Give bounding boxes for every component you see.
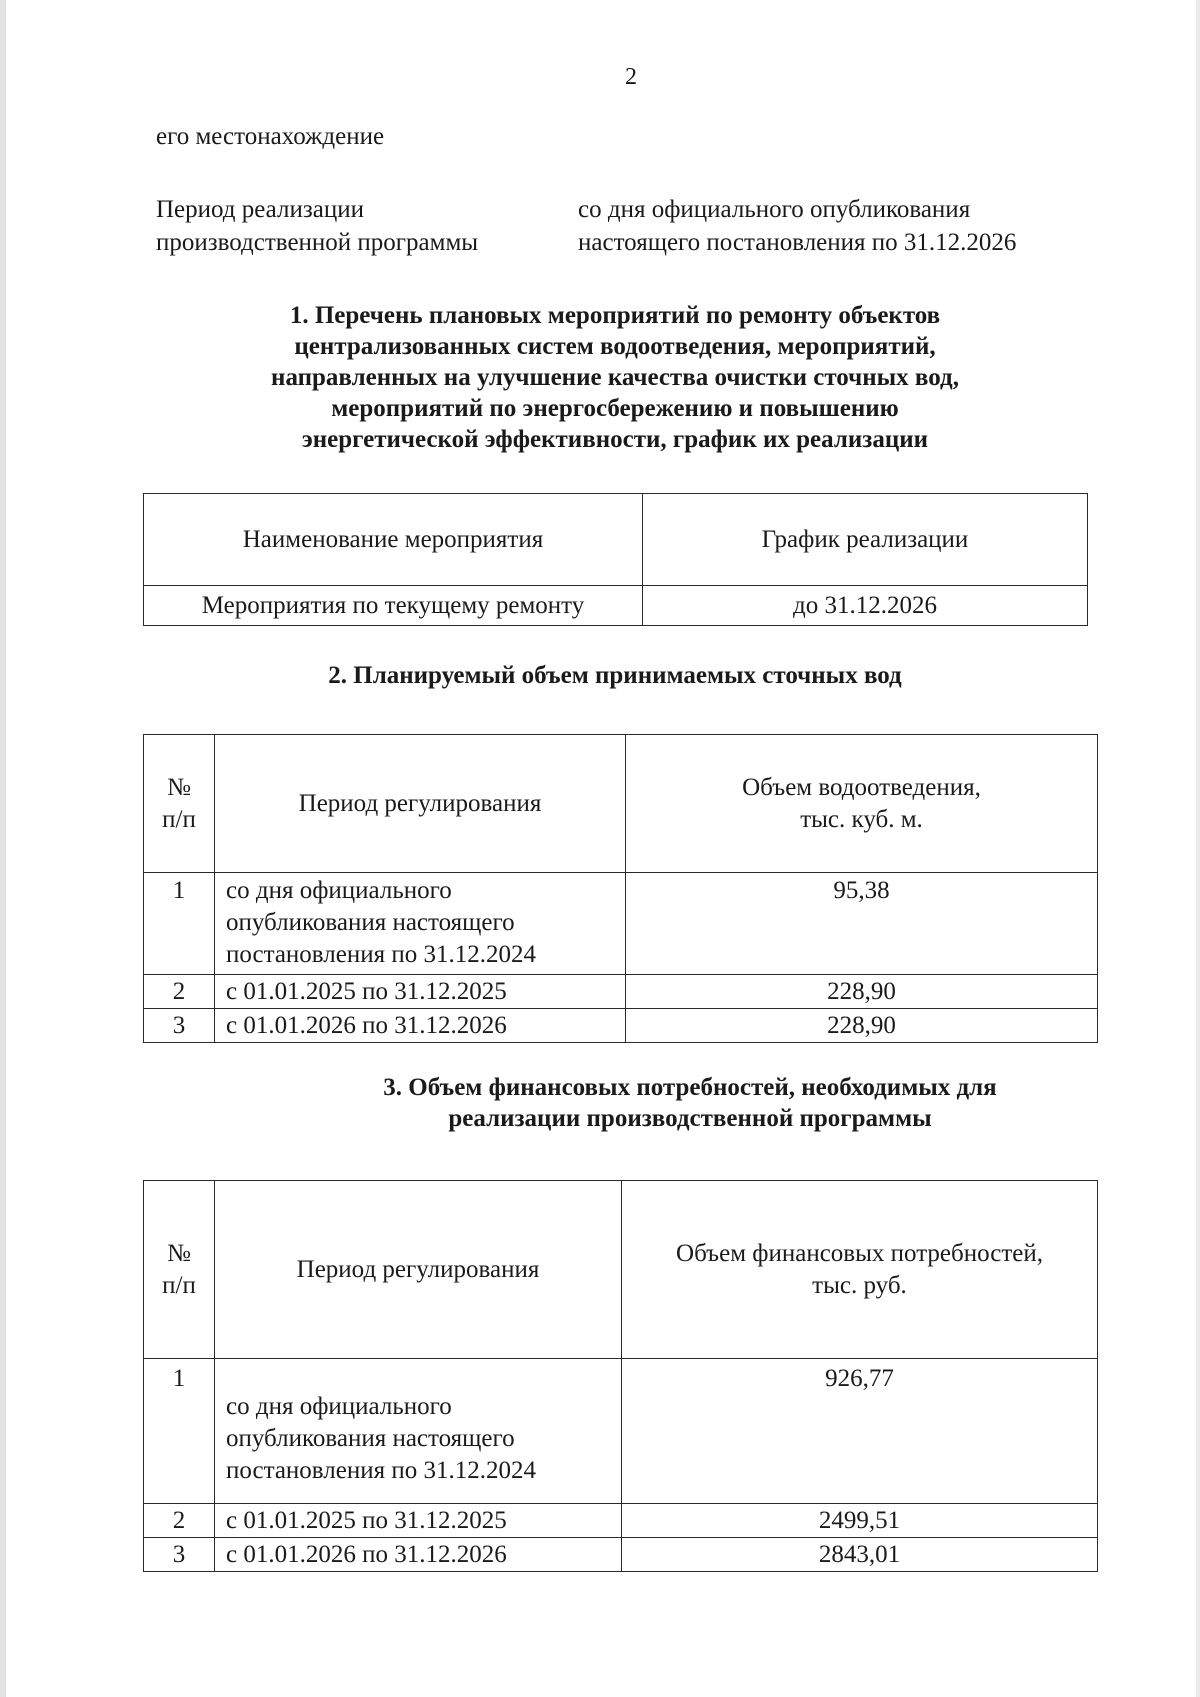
cell-number: 1 [144,1359,215,1504]
cell-period: с 01.01.2026 по 31.12.2026 [215,1538,622,1572]
table-header-row [144,494,1088,586]
cell-number: 3 [144,1009,215,1043]
cell-number: 3 [144,1538,215,1572]
table-header-row [144,1181,1098,1359]
section-1-title: 1. Перечень плановых мероприятий по ремонту объектов централизованных систем водоотведения, мероприятий, направленных на улучшение качества очистки сточных вод, мероприятий по энергосбережению и повышению энергетической эффективности, график их реализации [271,302,959,453]
period-value-line-1: со дня официального опубликования [578,196,971,223]
table-row [144,1538,1098,1572]
wastewater-volume-table [143,734,1098,1043]
header-schedule: График реализации [643,494,1088,586]
cell-period: со дня официального опубликования настоящего постановления по 31.12.2024 [215,873,626,975]
cell-number: 2 [144,975,215,1009]
cell-volume: 95,38 [626,873,1098,975]
cell-volume: 228,90 [626,1009,1098,1043]
header-activity-name: Наименование мероприятия [144,494,643,586]
header-period: Период регулирования [215,1181,622,1359]
cell-activity-name: Мероприятия по текущему ремонту [144,586,643,626]
cell-number: 2 [144,1504,215,1538]
table-row [144,873,1098,975]
header-period: Период регулирования [215,735,626,873]
scan-edge-left [0,0,6,1697]
table-row [144,1504,1098,1538]
cell-volume: 228,90 [626,975,1098,1009]
period-label-line-1: Период реализации [156,196,364,223]
period-value [578,193,1016,259]
cell-number: 1 [144,873,215,975]
header-number: № п/п [144,1181,215,1359]
period-label [156,193,478,259]
header-volume: Объем водоотведения, тыс. куб. м. [626,735,1098,873]
table-row [144,1359,1098,1504]
header-number: № п/п [144,735,215,873]
cell-period: с 01.01.2025 по 31.12.2025 [215,975,626,1009]
period-label-line-2: производственной программы [156,229,479,256]
page-number: 2 [625,64,637,90]
section-2-title: 2. Планируемый объем принимаемых сточных вод [328,662,902,689]
header-financial-needs: Объем финансовых потребностей, тыс. руб. [622,1181,1098,1359]
table-row [144,586,1088,626]
cell-financial-needs: 926,77 [622,1359,1098,1504]
location-text: его местонахождение [156,123,385,150]
financial-needs-table [143,1180,1098,1572]
cell-period: с 01.01.2026 по 31.12.2026 [215,1009,626,1043]
table-header-row [144,735,1098,873]
cell-financial-needs: 2843,01 [622,1538,1098,1572]
table-row [144,1009,1098,1043]
cell-financial-needs: 2499,51 [622,1504,1098,1538]
cell-period: со дня официального опубликования настоящего постановления по 31.12.2024 [215,1359,622,1504]
table-row [144,975,1098,1009]
cell-period: с 01.01.2025 по 31.12.2025 [215,1504,622,1538]
scan-edge-right [1196,0,1200,1697]
activities-table [143,493,1088,626]
section-3-title: 3. Объем финансовых потребностей, необходимых для реализации производственной программы [383,1074,997,1132]
cell-schedule: до 31.12.2026 [643,586,1088,626]
period-value-line-2: настоящего постановления по 31.12.2026 [578,229,1017,256]
